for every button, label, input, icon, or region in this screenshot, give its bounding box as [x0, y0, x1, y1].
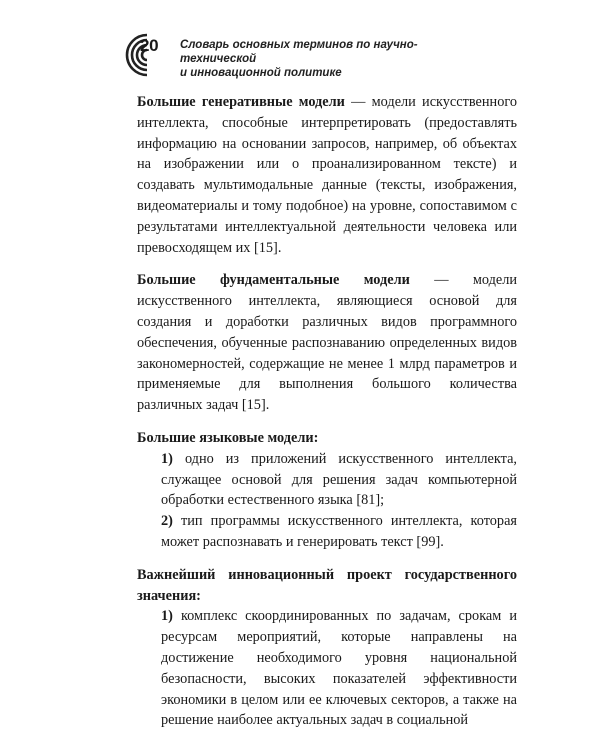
entry-large-generative-models — [137, 92, 517, 258]
entry-definition: — модели искусственного интеллекта, являющиеся основой для создания и доработки различных видов программного обеспечения, обученные распознаванию определенных видов закономерностей, содержащие не менее 1 млрд параметров и применяемые для выполнения большого количества различных задач [15]. — [137, 272, 518, 414]
entry-term: Большие языковые модели: — [137, 429, 319, 446]
entry-term: Большие фундаментальные модели — [137, 272, 410, 289]
item-text: тип программы искусственного интеллекта, которая может распознавать и генерировать текст [99]. — [161, 513, 517, 550]
entry-term: Большие генеративные модели — [137, 94, 345, 110]
page-number: 20 — [140, 36, 159, 55]
item-text: одно из приложений искусственного интеллекта, служащее основой для решения задач компьютерной обработки естественного языка [81]; — [161, 450, 517, 509]
entry-major-innovation-project — [137, 565, 517, 731]
entry-definition: — модели искусственного интеллекта, способные интерпретировать (предоставлять информацию на основании запросов, например, об объектах на изображении или о проанализированном тексте) и создавать мультимодальные данные (тексты, изображения, видеоматериалы и тому подобное) на уровне, сопоставимом с результатами интеллектуальной деятельности человека или превосходящем их [15]. — [137, 94, 517, 256]
running-header-line-1: Словарь основных терминов по научно-технической — [180, 39, 418, 65]
item-number: 1) — [161, 450, 173, 467]
entry-paragraph — [137, 270, 517, 416]
entry-term-line-1: Важнейший инновационный проект государственного — [137, 566, 517, 583]
list-item — [137, 449, 517, 511]
entry-large-language-models — [137, 428, 517, 553]
list-item — [137, 511, 517, 553]
dictionary-content — [137, 92, 517, 743]
item-number: 2) — [161, 513, 173, 530]
item-text: комплекс скоординированных по задачам, срокам и ресурсам мероприятий, которые направлены на достижение необходимого уровня национальной безопасности, высоких показателей эффективности экономики в целом или ее ключевых секторов, а также на решение наиболее актуальных задач в социальной — [161, 608, 517, 729]
list-item — [137, 606, 517, 731]
entry-large-foundation-models — [137, 270, 517, 416]
running-header-title — [180, 38, 480, 80]
entry-paragraph — [137, 92, 517, 258]
item-number: 1) — [161, 608, 173, 625]
entry-term-line-2: значения: — [137, 587, 201, 604]
running-header-line-2: и инновационной политике — [180, 67, 342, 79]
entry-term — [137, 565, 517, 607]
page-header — [0, 0, 600, 90]
